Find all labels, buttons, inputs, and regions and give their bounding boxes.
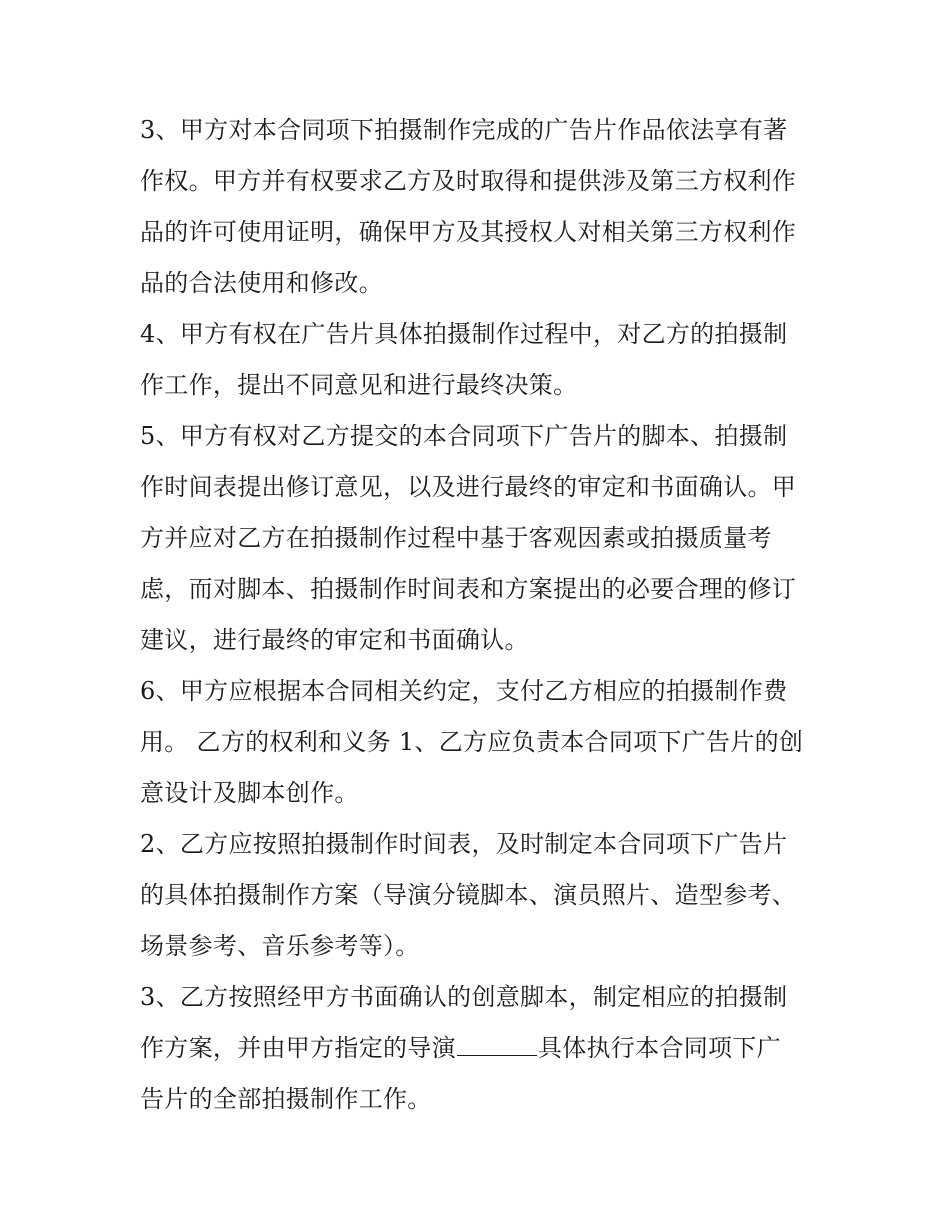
text-line-director xyxy=(140,1023,815,1074)
text-line: 方并应对乙方在拍摄制作过程中基于客观因素或拍摄质量考 xyxy=(140,524,772,552)
text-line: 告片的全部拍摄制作工作。 xyxy=(140,1085,432,1113)
text-line: 作权。甲方并有权要求乙方及时取得和提供涉及第三方权利作 xyxy=(140,167,797,195)
text-line: 5、甲方有权对乙方提交的本合同项下广告片的脚本、拍摄制 xyxy=(140,422,788,450)
text-line: 虑，而对脚本、拍摄制作时间表和方案提出的必要合理的修订 xyxy=(140,575,797,603)
text-line: 品的许可使用证明，确保甲方及其授权人对相关第三方权利作 xyxy=(140,218,797,246)
text-line: 意设计及脚本创作。 xyxy=(140,779,359,807)
text-line: 作时间表提出修订意见，以及进行最终的审定和书面确认。甲 xyxy=(140,473,797,501)
text-line: 品的合法使用和修改。 xyxy=(140,269,383,297)
text-line: 建议，进行最终的审定和书面确认。 xyxy=(140,626,529,654)
text-line: 用。 乙方的权利和义务 1、乙方应负责本合同项下广告片的创 xyxy=(140,728,804,756)
text-line: 6、甲方应根据本合同相关约定，支付乙方相应的拍摄制作费 xyxy=(140,677,788,705)
director-blank-field xyxy=(457,1033,537,1056)
text-line: 3、乙方按照经甲方书面确认的创意脚本，制定相应的拍摄制 xyxy=(140,983,788,1011)
text-line: 3、甲方对本合同项下拍摄制作完成的广告片作品依法享有著 xyxy=(140,116,788,144)
director-line-after: 具体执行本合同项下广 xyxy=(537,1034,781,1062)
document-body xyxy=(140,105,815,1125)
text-line: 2、乙方应按照拍摄制作时间表，及时制定本合同项下广告片 xyxy=(140,830,788,858)
text-line: 的具体拍摄制作方案（导演分镜脚本、演员照片、造型参考、 xyxy=(140,881,797,909)
text-line: 4、甲方有权在广告片具体拍摄制作过程中，对乙方的拍摄制 xyxy=(140,320,788,348)
text-line: 作工作，提出不同意见和进行最终决策。 xyxy=(140,371,578,399)
director-line-before: 作方案，并由甲方指定的导演 xyxy=(140,1034,456,1062)
text-line: 场景参考、音乐参考等）。 xyxy=(140,932,420,960)
